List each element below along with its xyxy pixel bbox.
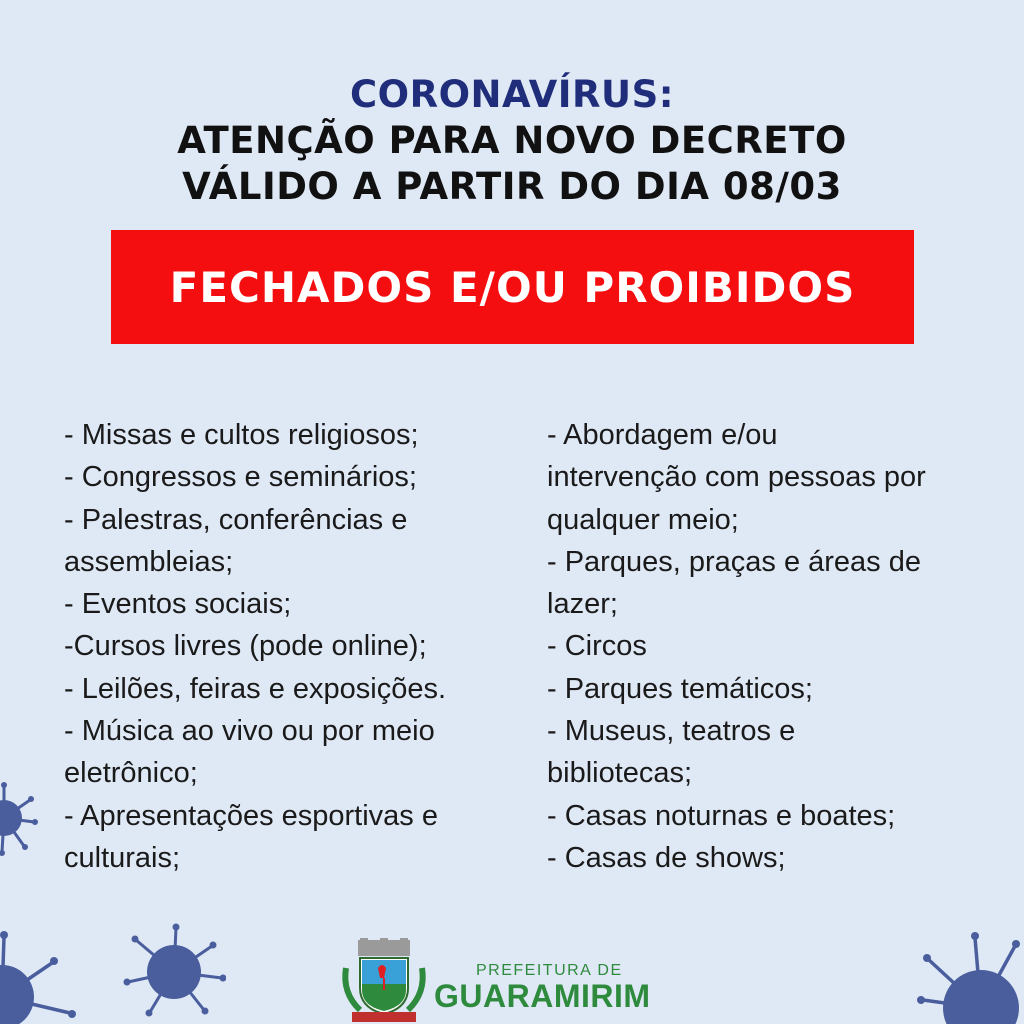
closed-banner — [111, 230, 914, 344]
list-item: - Música ao vivo ou por meio — [64, 715, 435, 748]
list-item: lazer; — [547, 588, 618, 621]
logo-title: GUARAMIRIM — [434, 978, 651, 1014]
list-item: eletrônico; — [64, 757, 198, 790]
header-subtitle-line2: VÁLIDO A PARTIR DO DIA 08/03 — [182, 165, 842, 208]
header — [0, 72, 1024, 210]
virus-icon — [0, 925, 80, 1024]
city-crest-icon — [338, 938, 430, 1024]
right-column — [547, 414, 987, 879]
list-item: - Palestras, conferências e — [64, 503, 408, 536]
list-item: - Congressos e seminários; — [64, 461, 417, 494]
list-item: - Casas noturnas e boates; — [547, 799, 896, 832]
list-item: -Cursos livres (pode online); — [64, 630, 427, 663]
list-item: qualquer meio; — [547, 503, 739, 536]
banner-text: FECHADOS E/OU PROIBIDOS — [169, 262, 856, 312]
list-item: - Abordagem e/ou — [547, 419, 778, 451]
virus-icon — [122, 922, 226, 1018]
left-column — [64, 414, 524, 879]
list-item: intervenção com pessoas por — [547, 461, 926, 494]
list-item: - Parques, praças e áreas de — [547, 545, 921, 578]
list-item: - Leilões, feiras e exposições. — [64, 672, 447, 705]
list-item: - Missas e cultos religiosos; — [64, 419, 419, 451]
list-item: - Casas de shows; — [547, 841, 786, 874]
list-item: - Apresentações esportivas e — [64, 799, 438, 832]
list-item: - Circos — [547, 630, 647, 663]
list-item: - Museus, teatros e — [547, 715, 796, 748]
list-item: culturais; — [64, 841, 181, 874]
city-logo — [434, 962, 651, 1015]
list-item: bibliotecas; — [547, 757, 693, 790]
header-subtitle-line1: ATENÇÃO PARA NOVO DECRETO — [177, 119, 847, 162]
logo-subtitle: PREFEITURA DE — [476, 962, 623, 979]
virus-icon — [0, 778, 40, 858]
list-item: - Parques temáticos; — [547, 672, 813, 705]
list-item: assembleias; — [64, 545, 234, 578]
list-item: - Eventos sociais; — [64, 588, 292, 621]
virus-icon — [915, 930, 1024, 1024]
header-title: CORONAVÍRUS: — [349, 73, 675, 116]
